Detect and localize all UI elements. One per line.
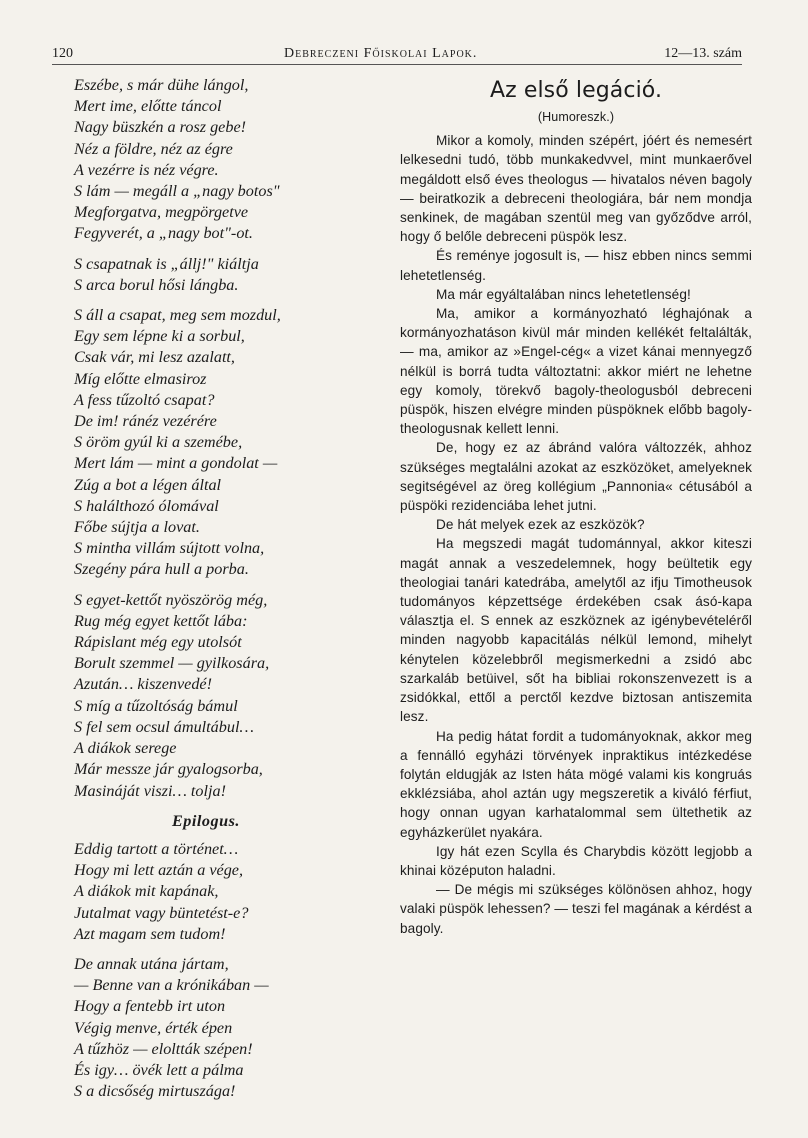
poem-line: Azután… kiszenvedé! bbox=[74, 675, 213, 694]
poem-column bbox=[74, 75, 374, 1111]
poem-line: A diákok mit kapának, bbox=[74, 882, 219, 901]
article-paragraph: Ha megszedi magát tudománnyal, akkor kiteszi magát annak a veszedelemnek, hogy beültetik egy theologiai tanári katedrába, amelytől az ifju Timotheusok tudományos képzettsége érdekében csak ásó-kapa választja el. S ennek az eszköznek az igénybevételéről minden nagyobb kapacitálás nélkül lemond, mihelyt kénytelen közelebbről megismerkedni a zsidó abc szarkaláb betüivel, sőt ha bibliai rokonszenvezett is a zsidókkal, ettől a perctől kezdve biztosan antiszemita lesz. bbox=[400, 536, 752, 725]
poem-stanza bbox=[74, 590, 374, 802]
poem-line: S csapatnak is „állj!" kiáltja bbox=[74, 254, 259, 273]
poem-line: Már messze jár gyalogsorba, bbox=[74, 760, 263, 779]
poem-line: — Benne van a krónikában — bbox=[74, 976, 269, 995]
epilogue-title: Epilogus. bbox=[172, 811, 240, 830]
poem-line: Borult szemmel — gyilkosára, bbox=[74, 654, 270, 673]
article-paragraph: És reménye jogosult is, — hisz ebben nincs semmi lehetetlenség. bbox=[400, 248, 752, 283]
poem-line: S míg a tűzoltóság bámul bbox=[74, 696, 238, 715]
poem-line: Míg előtte elmasiroz bbox=[74, 369, 207, 388]
poem-line: Csak vár, mi lesz azalatt, bbox=[74, 348, 235, 367]
poem-line: Rug még egyet kettőt lába: bbox=[74, 611, 248, 630]
poem-line: S a dicsőség mirtuszága! bbox=[74, 1082, 236, 1101]
poem-line: S arca borul hősi lángba. bbox=[74, 275, 239, 294]
issue-number: 12—13. szám bbox=[664, 46, 742, 61]
poem-line: Azt magam sem tudom! bbox=[74, 924, 226, 943]
poem-line: A tűzhöz — eloltták szépen! bbox=[74, 1039, 253, 1058]
poem-line: De annak utána jártam, bbox=[74, 954, 229, 973]
poem-stanza bbox=[74, 839, 374, 945]
article-subtitle: (Humoreszk.) bbox=[537, 110, 615, 124]
poem-line: Végig menve, érték épen bbox=[74, 1018, 233, 1037]
poem-line: Hogy a fentebb irt uton bbox=[74, 997, 226, 1016]
poem-line: Néz a földre, néz az égre bbox=[74, 139, 233, 158]
poem-line: Fegyverét, a „nagy bot"-ot. bbox=[74, 224, 253, 243]
poem-line: S fel sem ocsul ámultábul… bbox=[74, 717, 254, 736]
poem-line: Eddig tartott a történet… bbox=[74, 839, 239, 858]
poem-line: Megforgatva, megpörgetve bbox=[74, 203, 249, 222]
article-paragraph: Ha pedig hátat fordit a tudományoknak, akkor meg a fennálló egyházi törvények inpraktikus intézkedése folytán eldugják az Isten háta mögé valami kis kongruás ekklézsiába, ahol aztán ugy megszeretik a kiváló férfiut, hogy onnan ugyan karhatalommal sem ültethetik az egyházkerület nyakára. bbox=[400, 728, 752, 840]
article-paragraph: — De mégis mi szükséges kölönösen ahhoz, hogy valaki püspök lehessen? — teszi fel magának a kérdést a bagoly. bbox=[400, 882, 752, 936]
page-number: 120 bbox=[52, 46, 73, 61]
article-column bbox=[400, 78, 752, 938]
poem-line: Eszébe, s már dühe lángol, bbox=[74, 76, 249, 94]
article-paragraph: Igy hát ezen Scylla és Charybdis között legjobb a khinai középuton haladni. bbox=[400, 843, 752, 878]
poem-line: És igy… övék lett a pálma bbox=[74, 1060, 244, 1079]
poem-line: S lám — megáll a „nagy botos" bbox=[74, 182, 280, 201]
poem-line: Jutalmat vagy büntetést-e? bbox=[74, 903, 249, 922]
poem-line: Nagy büszkén a rosz gebe! bbox=[74, 118, 247, 137]
article-paragraph: De, hogy ez az ábránd valóra változzék, ahhoz szükséges megtalálni azokat az eszközöket, amelyeknek segitségével az öreg kollégium „Pannonia« cétusából a püspöki rezidenciába lehet jutni. bbox=[400, 440, 752, 514]
article-title: Az első legáció. bbox=[489, 78, 663, 103]
poem-stanza bbox=[74, 254, 374, 296]
article-paragraph: Mikor a komoly, minden szépért, jóért és nemesért lelkesedni tudó, több munkakedvvel, mint munkaerővel megáldott első éves theologus — hivatalos néven bagoly — beiratkozik a debreceni theologiára, bár nem mondja senkinek, de magában szentül meg van győződve arról, hogy ő belőle debreceni püspök lesz. bbox=[400, 133, 752, 245]
poem-line: S egyet-kettőt nyöszörög még, bbox=[74, 590, 268, 609]
running-header bbox=[52, 44, 742, 65]
article-paragraph: Ma, amikor a kormányozható léghajónak a kormányozhatáson kivül már minden kellékét feltalálták, — ma, amikor az »Engel-cég« a vizet kánai mennyegző nélkül is borrá tudta változtatni: akkor miért ne lehetne egy komoly, törekvő bagoly-theologusból debreceni püspök, hiszen elvégre minden püspöknek előbb bagoly-theologusnak kellett lenni. bbox=[400, 306, 752, 437]
poem-line: Masináját viszi… tolja! bbox=[74, 781, 226, 800]
poem-line: A vezérre is néz végre. bbox=[74, 160, 219, 179]
article-paragraph: De hát melyek ezek az eszközök? bbox=[436, 517, 645, 533]
poem-line: Hogy mi lett aztán a vége, bbox=[74, 861, 244, 880]
poem-line: De im! ránéz vezérére bbox=[74, 412, 217, 431]
article-paragraph: Ma már egyáltalában nincs lehetetlenség! bbox=[436, 286, 691, 302]
poem-line: A fess tűzoltó csapat? bbox=[74, 390, 215, 409]
poem-line: S mintha villám sújtott volna, bbox=[74, 539, 265, 558]
poem-line: S halálthozó ólomával bbox=[74, 496, 219, 515]
poem-stanza bbox=[74, 305, 374, 581]
article-body bbox=[400, 131, 752, 938]
journal-title: Debreczeni Főiskolai Lapok. bbox=[284, 46, 478, 61]
poem-line: Mert ime, előtte táncol bbox=[74, 97, 222, 116]
poem-line: A diákok serege bbox=[74, 739, 177, 758]
poem-line: Rápislant még egy utolsót bbox=[74, 633, 242, 652]
poem-stanza bbox=[74, 75, 374, 245]
poem-line: Egy sem lépne ki a sorbul, bbox=[74, 327, 245, 346]
poem-line: Zúg a bot a légen által bbox=[74, 475, 222, 494]
poem-line: Főbe sújtja a lovat. bbox=[74, 518, 200, 537]
poem-line: Szegény pára hull a porba. bbox=[74, 560, 249, 579]
poem-line: S áll a csapat, meg sem mozdul, bbox=[74, 306, 281, 325]
poem-line: Mert lám — mint a gondolat — bbox=[74, 454, 278, 473]
poem-stanza bbox=[74, 954, 374, 1102]
poem-line: S öröm gyúl ki a szemébe, bbox=[74, 433, 243, 452]
